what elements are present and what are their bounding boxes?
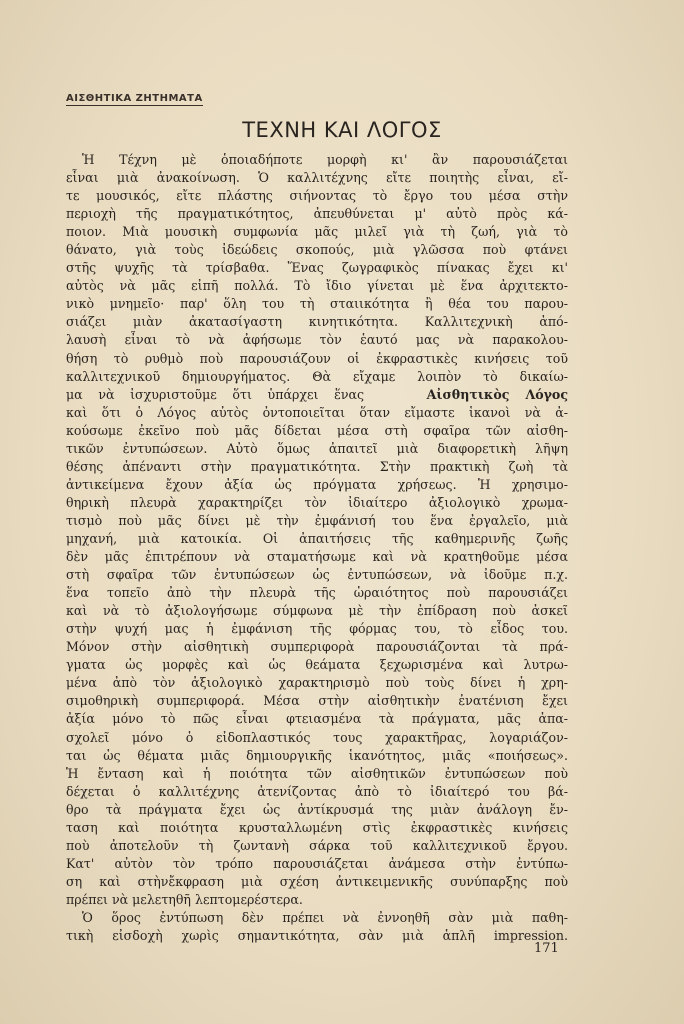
text-line: στὴ σφαῖρα τῶν ἐντυπώσεων ὡς ἐντυπώσεων, νὰ ἰδοῦμε π.χ. <box>66 567 568 583</box>
text-line: καὶ ὅτι ὁ Λόγος αὐτὸς ὀντοποιεῖται ὅταν εἴμαστε ἱκανοὶ νὰ ἀ- <box>66 404 568 420</box>
text-line: στῆς ψυχῆς τὰ τρίσβαθα. Ἕνας ζωγραφικὸς πίνακας ἔχει κι' <box>66 260 568 276</box>
text-line: Ἡ ἔνταση καὶ ἡ ποιότητα τῶν αἰσθητικῶν ἐντυπώσεων ποὺ <box>66 765 568 781</box>
chapter-title: ΤΕΧΝΗ ΚΑΙ ΛΟΓΟΣ <box>242 118 442 142</box>
text-line: τικῶν ἐντυπώσεων. Αὐτὸ ὅμως ἀπαιτεῖ μιὰ διαφορετικὴ λῆψη <box>66 440 568 456</box>
text-line: θηρικὴ πλευρὰ χαρακτηρίζει τὸν ἰδιαίτερο ἀξιολογικὸ χρωμα- <box>66 494 568 510</box>
text-line: κούσωμε ἐκεῖνο ποὺ μᾶς δίδεται μέσα στὴ σφαῖρα τῶν αἰσθη- <box>66 422 568 438</box>
text-line: τε μουσικός, εἴτε πλάστης σιήνοντας τὸ ἔργο του μέσα στὴν <box>66 188 568 204</box>
text-line: ἀξία μόνο τὸ πῶς εἶναι φτειασμένα τὰ πράγματα, μᾶς ἀπα- <box>66 711 568 727</box>
text-line: ταση καὶ ποιότητα κρυσταλλωμένη στὶς ἐκφραστικὲς κινήσεις <box>66 819 568 835</box>
text-line: ται ὡς θέματα μιᾶς δημιουργικῆς ἱκανότητος, μιᾶς «ποιήσεως». <box>66 747 568 763</box>
text-line: ἀντικείμενα ἔχουν ἀξία ὡς πρόγματα χρήσεως. Ἡ χρησιμο- <box>66 476 568 492</box>
text-line: θέσης ἀπέναντι στὴν πραγματικότητα. Στὴν πρακτικὴ ζωὴ τὰ <box>66 458 568 474</box>
text-line: πρέπει νὰ μελετηθῆ λεπτομερέστερα. <box>66 891 303 907</box>
emphasis-phrase: Αἰσθητικὸς Λόγος <box>426 386 568 402</box>
text-line: θήση τὸ ρυθμὸ ποὺ παρουσιάζουν οἱ ἐκφραστικὲς κινήσεις τοῦ <box>66 350 568 366</box>
page-number: 171 <box>534 941 559 956</box>
body-text <box>66 151 568 945</box>
text-line-start: μα νὰ ἰσχυριστοῦμε ὅτι ὑπάρχει ἕνας <box>66 386 365 402</box>
text-line: Ἡ Τέχνη μὲ ὁποιαδήποτε μορφὴ κι' ἂν παρουσιάζεται <box>82 152 568 167</box>
text-line: γματα ὡς μορφὲς καὶ ὡς θεάματα ξεχωρισμένα καὶ λυτρω- <box>66 657 568 673</box>
text-line: δέχεται ὁ καλλιτέχνης ἀτενίζοντας ἀπὸ τὸ ἰδιαίτερό του βά- <box>66 783 568 799</box>
text-line: ποιον. Μιὰ μουσικὴ συμφωνία μᾶς μιλεῖ γιὰ τὴ ζωή, γιὰ τὸ <box>66 224 568 240</box>
text-line: εἶναι μιὰ ἀνακοίνωση. Ὁ καλλιτέχνης εἴτε ποιητὴς εἶναι, εἴ- <box>66 170 568 186</box>
text-line: δὲν μᾶς ἐπιτρέπουν νὰ σταματήσωμε καὶ νὰ κρατηθοῦμε μέσα <box>66 549 568 565</box>
text-line: στὴν ψυχή μας ἡ ἐμφάνιση τῆς φόρμας του, τὸ εἶδος του. <box>66 621 568 637</box>
text-line: λαυσὴ εἶναι τὸ νὰ ἀφήσωμε τὸν ἑαυτό μας νὰ παρακολου- <box>66 332 568 348</box>
text-line: σχολεῖ μόνο ὁ εἰδοπλαστικός τους χαρακτῆρας, λογαριάζον- <box>66 729 568 745</box>
text-line: σιμοθηρικὴ συμπεριφορά. Μέσα στὴν αἰσθητικὴν ἐνατένιση ἔχει <box>66 693 568 709</box>
text-line: αὐτὸς νὰ μᾶς εἰπῆ πολλά. Τὸ ἴδιο γίνεται μὲ ἕνα ἀρχιτεκτο- <box>66 278 568 294</box>
text-line: τικὴ εἰσδοχὴ χωρὶς σημαντικότητα, σὰν μιὰ ἁπλῆ impression. <box>66 928 568 944</box>
text-line: περιοχὴ τῆς πραγματικότητος, ἀπευθύνεται μ' αὐτὸ πρὸς κά- <box>66 206 568 222</box>
text-line: Μόνον στὴν αἰσθητικὴ συμπεριφορὰ παρουσιάζονται τὰ πρά- <box>66 639 568 655</box>
running-head: ΑΙΣΘΗΤΙΚΑ ΖΗΤΗΜΑΤΑ <box>66 93 203 104</box>
text-line: ἕνα τοπεῖο ἀπὸ τὴν πλευρὰ τῆς ὡραιότητος ποὺ παρουσιάζει <box>66 585 568 601</box>
text-line: ση καὶ στὴνἔκφραση μιὰ σχέση ἀντικειμενικῆς συνύπαρξης ποὺ <box>66 873 568 889</box>
text-line: τισμὸ ποὺ μᾶς δίνει μὲ τὴν ἐμφάνισή του ἕνα ἐργαλεῖο, μιὰ <box>66 512 568 528</box>
text-line: μηχανή, μιὰ κατοικία. Οἱ ἀπαιτήσεις τῆς καθημερινῆς ζωῆς <box>66 530 568 546</box>
text-line: καλλιτεχνικοῦ δημιουργήματος. Θὰ εἴχαμε λοιπὸν τὸ δικαίω- <box>66 368 568 384</box>
text-line: Ὁ ὅρος ἐντύπωση δὲν πρέπει νὰ ἐννοηθῆ σὰν μιὰ παθη- <box>82 909 568 925</box>
text-line-with-emphasis <box>66 386 568 404</box>
text-line: μένα ἀπὸ τὸν ἀξιολογικὸ χαρακτηρισμὸ ποὺ τοὺς δίνει ἡ χρη- <box>66 675 568 691</box>
text-line: θρο τὰ πράγματα ἔχει ὡς ἀντίκρυσμά της μιὰν ἀνάλογη ἔν- <box>66 801 568 817</box>
text-line: Κατ' αὐτὸν τὸν τρόπο παρουσιάζεται ἀνάμεσα στὴν ἐντύπω- <box>66 855 568 871</box>
text-line: νικὸ μνημεῖο· παρ' ὅλη του τὴ σταιικότητα ἢ θέα του παρου- <box>66 296 568 312</box>
text-line: σιάζει μιὰν ἀκατασίγαστη κινητικότητα. Καλλιτεχνικὴ ἀπό- <box>66 314 568 330</box>
text-line: ποὺ ἀποτελοῦν τὴ ζωντανὴ σάρκα τοῦ καλλιτεχνικοῦ ἔργου. <box>66 837 568 853</box>
text-line: καὶ νὰ τὸ ἀξιολογήσωμε σύμφωνα μὲ τὴν ἐπίδραση ποὺ ἀσκεῖ <box>66 603 568 619</box>
text-line: θάνατο, γιὰ τοὺς ἰδεώδεις σκοπούς, μιὰ γλῶσσα ποὺ φτάνει <box>66 242 568 258</box>
